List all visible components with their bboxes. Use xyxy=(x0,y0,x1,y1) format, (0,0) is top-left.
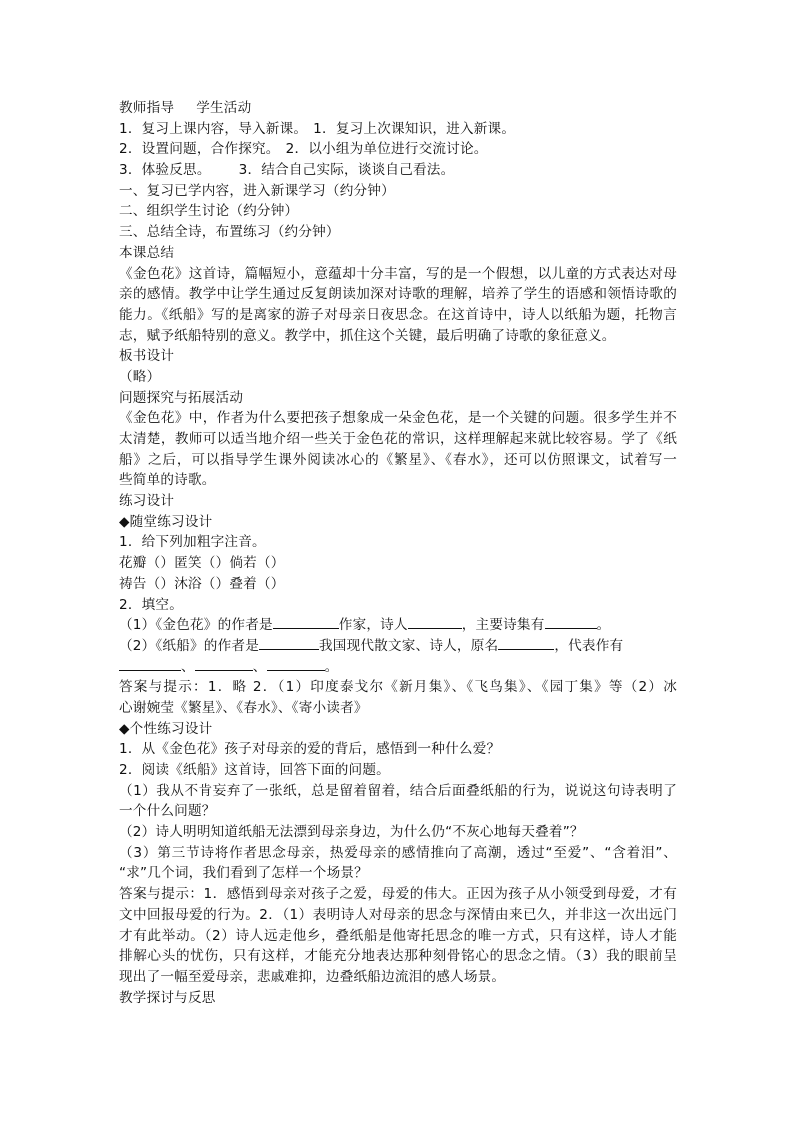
board-heading: 板书设计 xyxy=(119,348,175,365)
paragraph-line: 《金色花》中，作者为什么要把孩子想象成一朵金色花，是一个关键的问题。很多学生并不 xyxy=(119,410,677,427)
fill-blank-2-cont xyxy=(119,657,677,678)
paragraph-line: 《金色花》这首诗，篇幅短小，意蕴却十分丰富，写的是一个假想，以儿童的方式表达对母 xyxy=(119,265,677,282)
paragraph-line: 志，赋予纸船特别的意义。教学中，抓住这个关键，最后明确了诗歌的象征意义。 xyxy=(119,327,616,344)
student-step: 1．复习上次课知识，进入新课。 xyxy=(313,120,516,137)
fill-text: （1）《金色花》的作者是 xyxy=(119,617,273,634)
fill-blank-1 xyxy=(119,615,677,636)
pinyin-item: 叠着（） xyxy=(229,575,285,592)
student-step: 3．结合自己实际，谈谈自己看法。 xyxy=(238,162,455,179)
paragraph-line: 亲的感情。教学中让学生通过反复朗读加深对诗歌的理解，培养了学生的语感和领悟诗歌的 xyxy=(119,286,677,303)
step-row xyxy=(119,119,677,140)
step-row xyxy=(119,160,677,181)
fill-text: 作家，诗人 xyxy=(338,617,408,634)
fill-text: ，主要诗集有 xyxy=(461,617,545,634)
paragraph-line: （1）我从不肯妄弃了一张纸，总是留着留着，结合后面叠纸船的行为，说说这句诗表明了 xyxy=(119,782,677,799)
teacher-step: 3．体验反思。 xyxy=(119,162,211,179)
paragraph-line: 些简单的诗歌。 xyxy=(119,472,216,489)
answer-block-2 xyxy=(119,884,677,987)
fill-text: 、 xyxy=(181,658,195,675)
answer-blank[interactable] xyxy=(545,615,597,629)
fill-text: 、 xyxy=(252,658,267,675)
fill-blank-2 xyxy=(119,636,677,657)
personal-question-2: 2．阅读《纸船》这首诗，回答下面的问题。 xyxy=(119,762,390,778)
pinyin-item: 祷告（） xyxy=(119,575,175,592)
fill-text: 。 xyxy=(596,617,611,634)
fill-text: ，代表作有 xyxy=(554,637,624,654)
pinyin-item: 匿笑（） xyxy=(174,555,230,572)
question-2: 2．填空。 xyxy=(119,596,184,613)
class-practice-title: ◆随堂练习设计 xyxy=(119,513,213,530)
student-activity-heading: 学生活动 xyxy=(196,100,252,116)
practice-heading: 练习设计 xyxy=(119,493,175,510)
sub-question-1 xyxy=(119,781,677,822)
personal-practice-title: ◆个性练习设计 xyxy=(119,720,213,737)
paragraph-line: 能力。《纸船》写的是离家的游子对母亲日夜思念。在这首诗中，诗人以纸船为题，托物言 xyxy=(119,306,677,323)
paragraph-line: 答案与提示：1．感悟到母亲对孩子之爱，母爱的伟大。正因为孩子从小领受到母爱，才有 xyxy=(119,886,677,903)
phase-line: 一、复习已学内容，进入新课学习（约分钟） xyxy=(119,182,395,199)
reflection-heading: 教学探讨与反思 xyxy=(119,989,216,1006)
paragraph-line: 心谢婉莹《繁星》、《春水》、《寄小读者》 xyxy=(119,699,368,716)
paragraph-line: 船》之后，可以指导学生课外阅读冰心的《繁星》、《春水》，还可以仿照课文，试着写一 xyxy=(119,451,677,468)
pinyin-row xyxy=(119,574,677,595)
fill-text: 。 xyxy=(324,658,339,675)
paragraph-line: 排解心头的忧伤，只有这样，才能充分地表达那种刻骨铭心的思念之情。（3）我的眼前呈 xyxy=(119,948,677,965)
answer-blank[interactable] xyxy=(498,636,554,650)
step-row xyxy=(119,139,677,160)
answer-blank[interactable] xyxy=(408,615,462,629)
teacher-guide-heading: 教师指导 xyxy=(119,100,175,116)
answer-blank[interactable] xyxy=(195,657,253,671)
sub-question-2: （2）诗人明明知道纸船无法漂到母亲身边，为什么仍“不灰心地每天叠着”？ xyxy=(119,824,584,841)
paragraph-line: 才有此举动。（2）诗人远走他乡，叠纸船是他寄托思念的唯一方式，只有这样，诗人才能 xyxy=(119,927,677,944)
fill-text: 我国现代散文家、诗人，原名 xyxy=(319,637,499,654)
answer-block-1 xyxy=(119,677,677,718)
paragraph-line: 答案与提示：1．略 2．（1）印度泰戈尔《新月集》、《飞鸟集》、《园丁集》等（2）冰 xyxy=(119,679,677,696)
fill-text: （2）《纸船》的作者是 xyxy=(119,637,259,654)
explore-heading: 问题探究与拓展活动 xyxy=(119,389,244,406)
summary-heading: 本课总结 xyxy=(119,244,175,261)
personal-question-1: 1．从《金色花》孩子对母亲的爱的背后，感悟到一种什么爱？ xyxy=(119,741,501,758)
paragraph-line: “求”几个词，我们看到了怎样一个场景？ xyxy=(119,865,368,882)
board-content: （略） xyxy=(119,368,161,385)
student-step: 2．以小组为单位进行交流讨论。 xyxy=(285,141,488,158)
answer-blank[interactable] xyxy=(267,657,325,671)
answer-blank[interactable] xyxy=(119,657,181,671)
paragraph-line: 一个什么问题？ xyxy=(119,803,216,820)
summary-paragraph xyxy=(119,264,677,347)
teacher-step: 1．复习上课内容，导入新课。 xyxy=(119,120,308,137)
answer-blank[interactable] xyxy=(259,636,319,650)
question-1: 1．给下列加粗字注音。 xyxy=(119,534,266,551)
sub-question-3 xyxy=(119,843,677,884)
pinyin-item: 沐浴（） xyxy=(174,575,230,592)
paragraph-line: 现出了一幅至爱母亲，悲戚难抑，边叠纸船边流泪的感人场景。 xyxy=(119,968,506,985)
document-page xyxy=(119,98,677,1008)
phase-line: 三、总结全诗，布置练习（约分钟） xyxy=(119,224,340,241)
teacher-step: 2．设置问题，合作探究。 xyxy=(119,141,280,158)
pinyin-item: 倘若（） xyxy=(229,555,285,572)
explore-paragraph xyxy=(119,408,677,491)
phase-line: 二、组织学生讨论（约分钟） xyxy=(119,203,299,220)
answer-blank[interactable] xyxy=(273,615,339,629)
paragraph-line: 文中回报母爱的行为。2．（1）表明诗人对母亲的思念与深情由来已久，并非这一次出远门 xyxy=(119,906,677,923)
paragraph-line: 太清楚，教师可以适当地介绍一些关于金色花的常识，这样理解起来就比较容易。学了《纸 xyxy=(119,431,677,447)
pinyin-item: 花瓣（） xyxy=(119,555,175,572)
activity-header xyxy=(119,98,677,119)
pinyin-row xyxy=(119,553,677,574)
paragraph-line: （3）第三节诗将作者思念母亲，热爱母亲的感情推向了高潮，透过“至爱”、“含着泪”、 xyxy=(119,844,677,861)
